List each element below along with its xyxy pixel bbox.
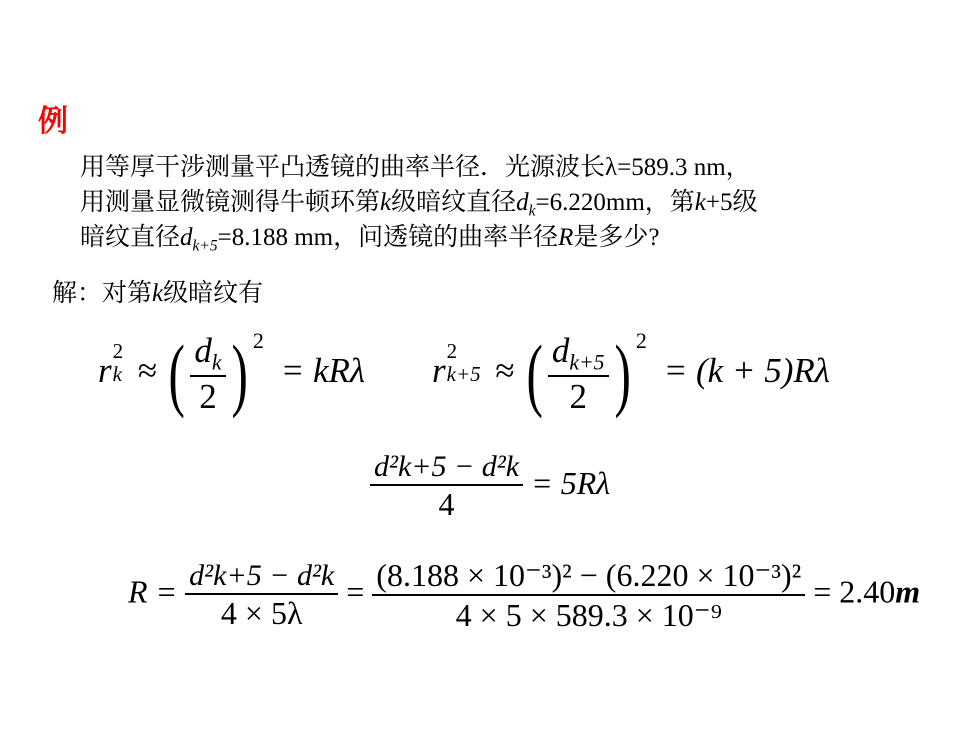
subscript: k [211, 350, 222, 375]
exponent: 2 [446, 339, 458, 364]
plus-five: +5 [705, 189, 733, 216]
var-d: d [551, 330, 570, 370]
result-value: = 2.40 [813, 573, 896, 610]
equation-lhs: R = [128, 573, 178, 610]
approx-sign: ≈ [495, 351, 515, 390]
problem-text: 级暗纹直径 [391, 187, 517, 216]
problem-text: 暗纹直径 [80, 222, 181, 251]
problem-text: 用测量显微镜测得牛顿环第 [80, 187, 381, 216]
equation-1 [98, 328, 365, 417]
equation-2 [432, 328, 830, 417]
diameter-k5-value: =8.188 mm， [217, 224, 359, 251]
equation-4 [128, 556, 920, 634]
denominator: 4 [438, 486, 455, 522]
equation-3 [370, 450, 610, 523]
problem-text: 问透镜的曲率半径 [358, 222, 559, 251]
diameter-k-value: =6.220mm， [535, 189, 670, 216]
wavelength-value: λ=589.3 nm， [605, 154, 751, 181]
subscript: k [112, 362, 122, 387]
denominator: 2 [569, 377, 587, 417]
solution-intro [52, 276, 263, 311]
var-d: d [180, 224, 193, 251]
var-R: R [558, 224, 574, 251]
denominator: 2 [199, 377, 217, 417]
denominator: 4 × 5λ [220, 594, 303, 631]
problem-line-1 [80, 150, 751, 185]
problem-text: 用等厚干涉测量平凸透镜的曲率半径．光源波长 [80, 152, 606, 181]
example-label: 例 [38, 104, 68, 139]
subscript: k+5 [446, 362, 481, 387]
solution-text: 级暗纹有 [163, 278, 264, 307]
question-mark: ? [648, 224, 660, 251]
denominator: 4 × 5 × 589.3 × 10⁻⁹ [455, 597, 722, 633]
numerator: (8.188 × 10⁻³)² − (6.220 × 10⁻³)² [372, 556, 805, 596]
var-k: k [380, 189, 392, 216]
var-d-subscript: k+5 [192, 237, 218, 255]
equals-sign: = [346, 573, 365, 610]
equation-rhs: = kRλ [280, 351, 366, 390]
equation-rhs: = (k + 5)Rλ [663, 351, 830, 390]
problem-text: 第 [669, 187, 695, 216]
numerator: d²k+5 − d²k [185, 559, 338, 595]
solution-text: 解：对第 [52, 278, 153, 307]
exponent: 2 [252, 328, 264, 353]
exponent: 2 [635, 328, 647, 353]
var-k: k [694, 189, 706, 216]
numerator: d²k+5 − d²k [370, 450, 523, 486]
equation-rhs: = 5Rλ [531, 464, 611, 501]
result-unit: m [895, 573, 921, 610]
problem-line-3 [80, 220, 660, 263]
exponent: 2 [112, 339, 124, 364]
subscript: k+5 [569, 350, 605, 375]
left-paren: ( [168, 327, 185, 419]
var-k: k [152, 280, 164, 307]
problem-text: 是多少 [573, 222, 649, 251]
var-d: d [516, 189, 529, 216]
right-paren: ) [231, 327, 248, 419]
var-d-subscript: k [528, 202, 536, 220]
var-r: r [98, 351, 112, 390]
right-paren: ) [613, 327, 631, 419]
var-r: r [432, 351, 446, 390]
var-d: d [194, 330, 212, 370]
problem-text: 级 [732, 187, 758, 216]
approx-sign: ≈ [137, 351, 158, 390]
left-paren: ( [526, 327, 543, 419]
